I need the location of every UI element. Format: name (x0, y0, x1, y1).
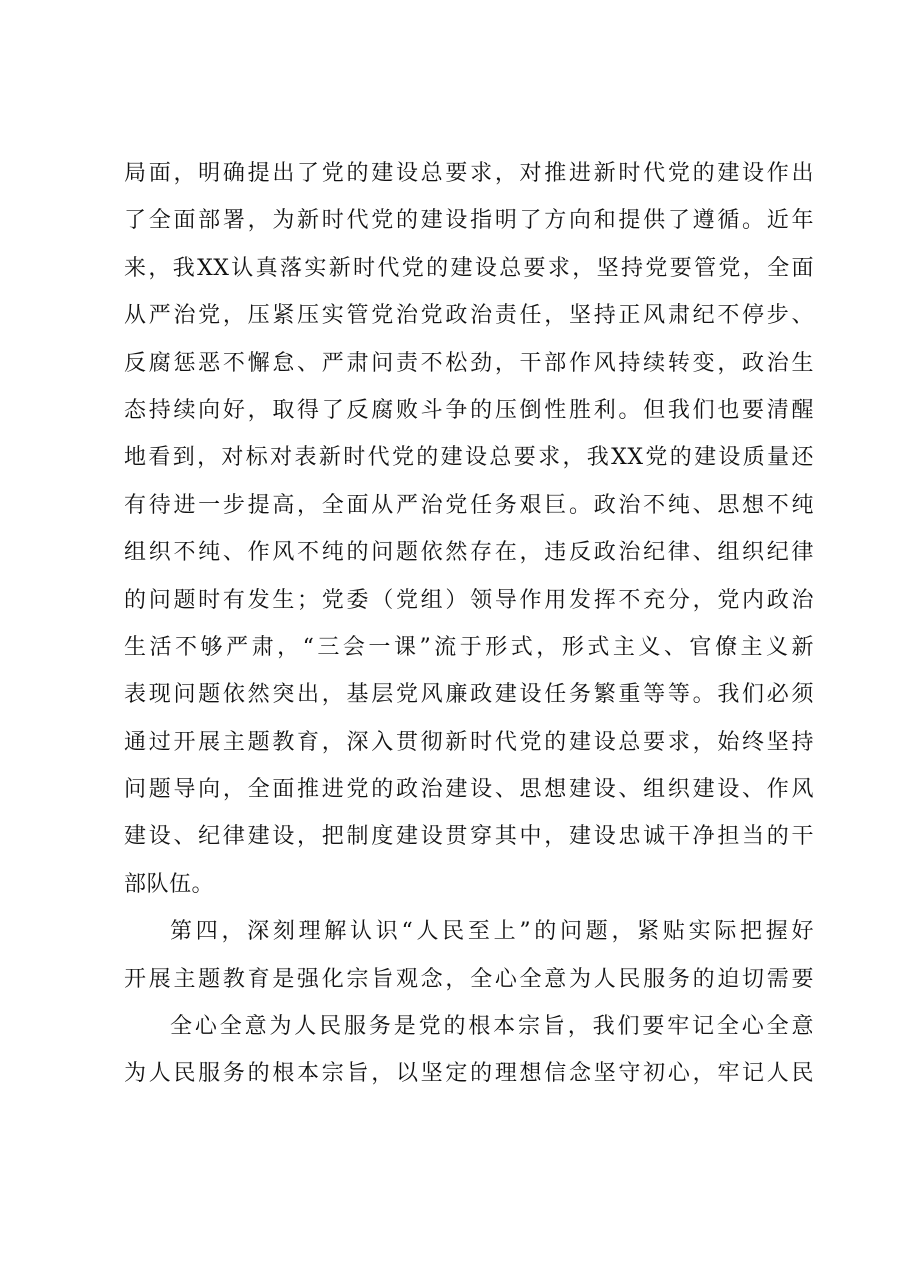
text-line: 问题导向，全面推进党的政治建设、思想建设、组织建设、作风 (124, 777, 814, 803)
text-line: 全心全意为人民服务是党的根本宗旨，我们要牢记全心全意 (170, 1014, 814, 1040)
text-line: 开展主题教育是强化宗旨观念，全心全意为人民服务的迫切需要 (124, 966, 814, 992)
text-line: 为人民服务的根本宗旨，以坚定的理想信念坚守初心，牢记人民 (124, 1061, 814, 1087)
text-line: 局面，明确提出了党的建设总要求，对推进新时代党的建设作出 (124, 161, 814, 186)
text-line: 表现问题依然突出，基层党风廉政建设任务繁重等等。我们必须 (124, 682, 814, 708)
text-line: 态持续向好，取得了反腐败斗争的压倒性胜利。但我们也要清醒 (124, 397, 814, 423)
text-line: 组织不纯、作风不纯的问题依然存在，违反政治纪律、组织纪律 (124, 540, 814, 566)
text-line: 第四，深刻理解认识“人民至上”的问题，紧贴实际把握好 (170, 919, 814, 945)
body-text (124, 150, 814, 1098)
text-line: 有待进一步提高，全面从严治党任务艰巨。政治不纯、思想不纯 (124, 492, 814, 518)
text-line: 通过开展主题教育，深入贯彻新时代党的建设总要求，始终坚持 (124, 729, 814, 755)
text-line: 生活不够严肃，“三会一课”流于形式，形式主义、官僚主义新 (124, 634, 814, 660)
text-line: 了全面部署，为新时代党的建设指明了方向和提供了遵循。近年 (124, 208, 814, 234)
text-line: 反腐惩恶不懈怠、严肃问责不松劲，干部作风持续转变，政治生 (124, 350, 814, 376)
text-line: 建设、纪律建设，把制度建设贯穿其中，建设忠诚干净担当的干 (124, 824, 814, 850)
text-line: 地看到，对标对表新时代党的建设总要求，我XX党的建设质量还 (124, 445, 814, 471)
text-line: 来，我XX认真落实新时代党的建设总要求，坚持党要管党，全面 (124, 255, 814, 281)
text-line: 部队伍。 (124, 871, 215, 897)
text-line: 从严治党，压紧压实管党治党政治责任，坚持正风肃纪不停步、 (124, 303, 814, 329)
text-line: 的问题时有发生；党委（党组）领导作用发挥不充分，党内政治 (124, 587, 814, 613)
